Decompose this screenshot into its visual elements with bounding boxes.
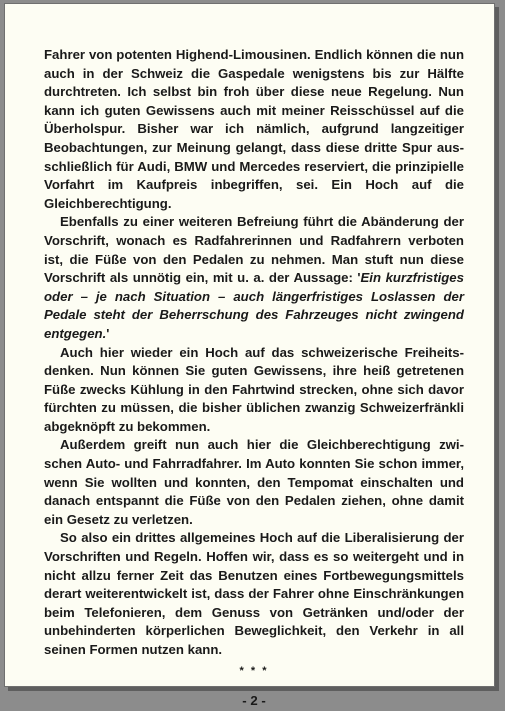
page-number: - 2 - <box>242 693 266 709</box>
paragraph-5: So also ein drittes allgemeines Hoch auf die Liberalisierung der Vorschriften und Regeln. Hoffen wir, dass es so weitergeht und in nicht allzu ferner Zeit das Benutzen eines Fortbewegungsmittels derart weiterentwickelt ist, dass der Fahrer ohne Einschränkungen beim Telefonieren, dem Genuss von Getränken und/oder der unbehinderten körperlichen Beweglichkeit, den Verkehr in all seinen Formen nutzen kann. <box>44 530 464 657</box>
paragraph-3: Auch hier wieder ein Hoch auf das schweizerische Freiheitsdenken. Nun können Sie guten Gewissens, ihre heiß getretenen Füße zwecks Kühlung in den Fahrtwind strecken, ohne sich davor fürchten zu müssen, die bisher üblichen zwanzig Schweizerfränkli abgeknöpft zu bekommen. <box>44 344 464 434</box>
paragraph-2 <box>44 213 464 343</box>
document-page <box>4 3 495 709</box>
paragraph-2-close: ' <box>106 325 110 341</box>
paragraph-1: Fahrer von potenten Highend-Limousinen. Endlich können die nun auch in der Schweiz die Gaspedale wenigstens bis zur Hälfte durchtreten. Ich selbst bin froh über diese neue Regelung. Nun kann ich guten Gewissens auch mit meiner Reisschüssel auf die Überholspur. Bisher war ich nämlich, aufgrund langzeitiger Beobachtungen, zur Meinung gelangt, dass diese dritte Spur ausschließlich für Audi, BMW und Mercedes reserviert, die prinzipielle Vorfahrt im Kaufpreis inbegriffen, sei. Ein Hoch auf die Gleichberechtigung. <box>44 47 464 211</box>
paragraph-2-quote: Ein kurzfristiges oder – je nach Situation – auch längerfristiges Loslassen der Pedale steht der Beherrschung des Fahrzeuges nicht zwingend entgegen. <box>44 270 464 341</box>
paragraph-2-lead: Ebenfalls zu einer weiteren Befreiung führt die Abänderung der Vorschrift, wonach es Radfahrerinnen und Radfahrern verboten ist, die Füße von den Pedalen zu nehmen. Man stuft nun diese Vorschrift als unnötig ein, mit u. a. der Aussage: ' <box>44 214 464 286</box>
document-body <box>44 46 464 711</box>
section-separator: * * * <box>239 664 269 677</box>
paragraph-4: Außerdem greift nun auch hier die Gleichberechtigung zwischen Auto- und Fahrradfahrer. Im Auto konnten Sie schon immer, wenn Sie wollten und konnten, den Tempomat einschalten und danach entspannt die Füße von den Pedalen ziehen, ohne damit ein Gesetz zu verletzen. <box>44 437 464 527</box>
